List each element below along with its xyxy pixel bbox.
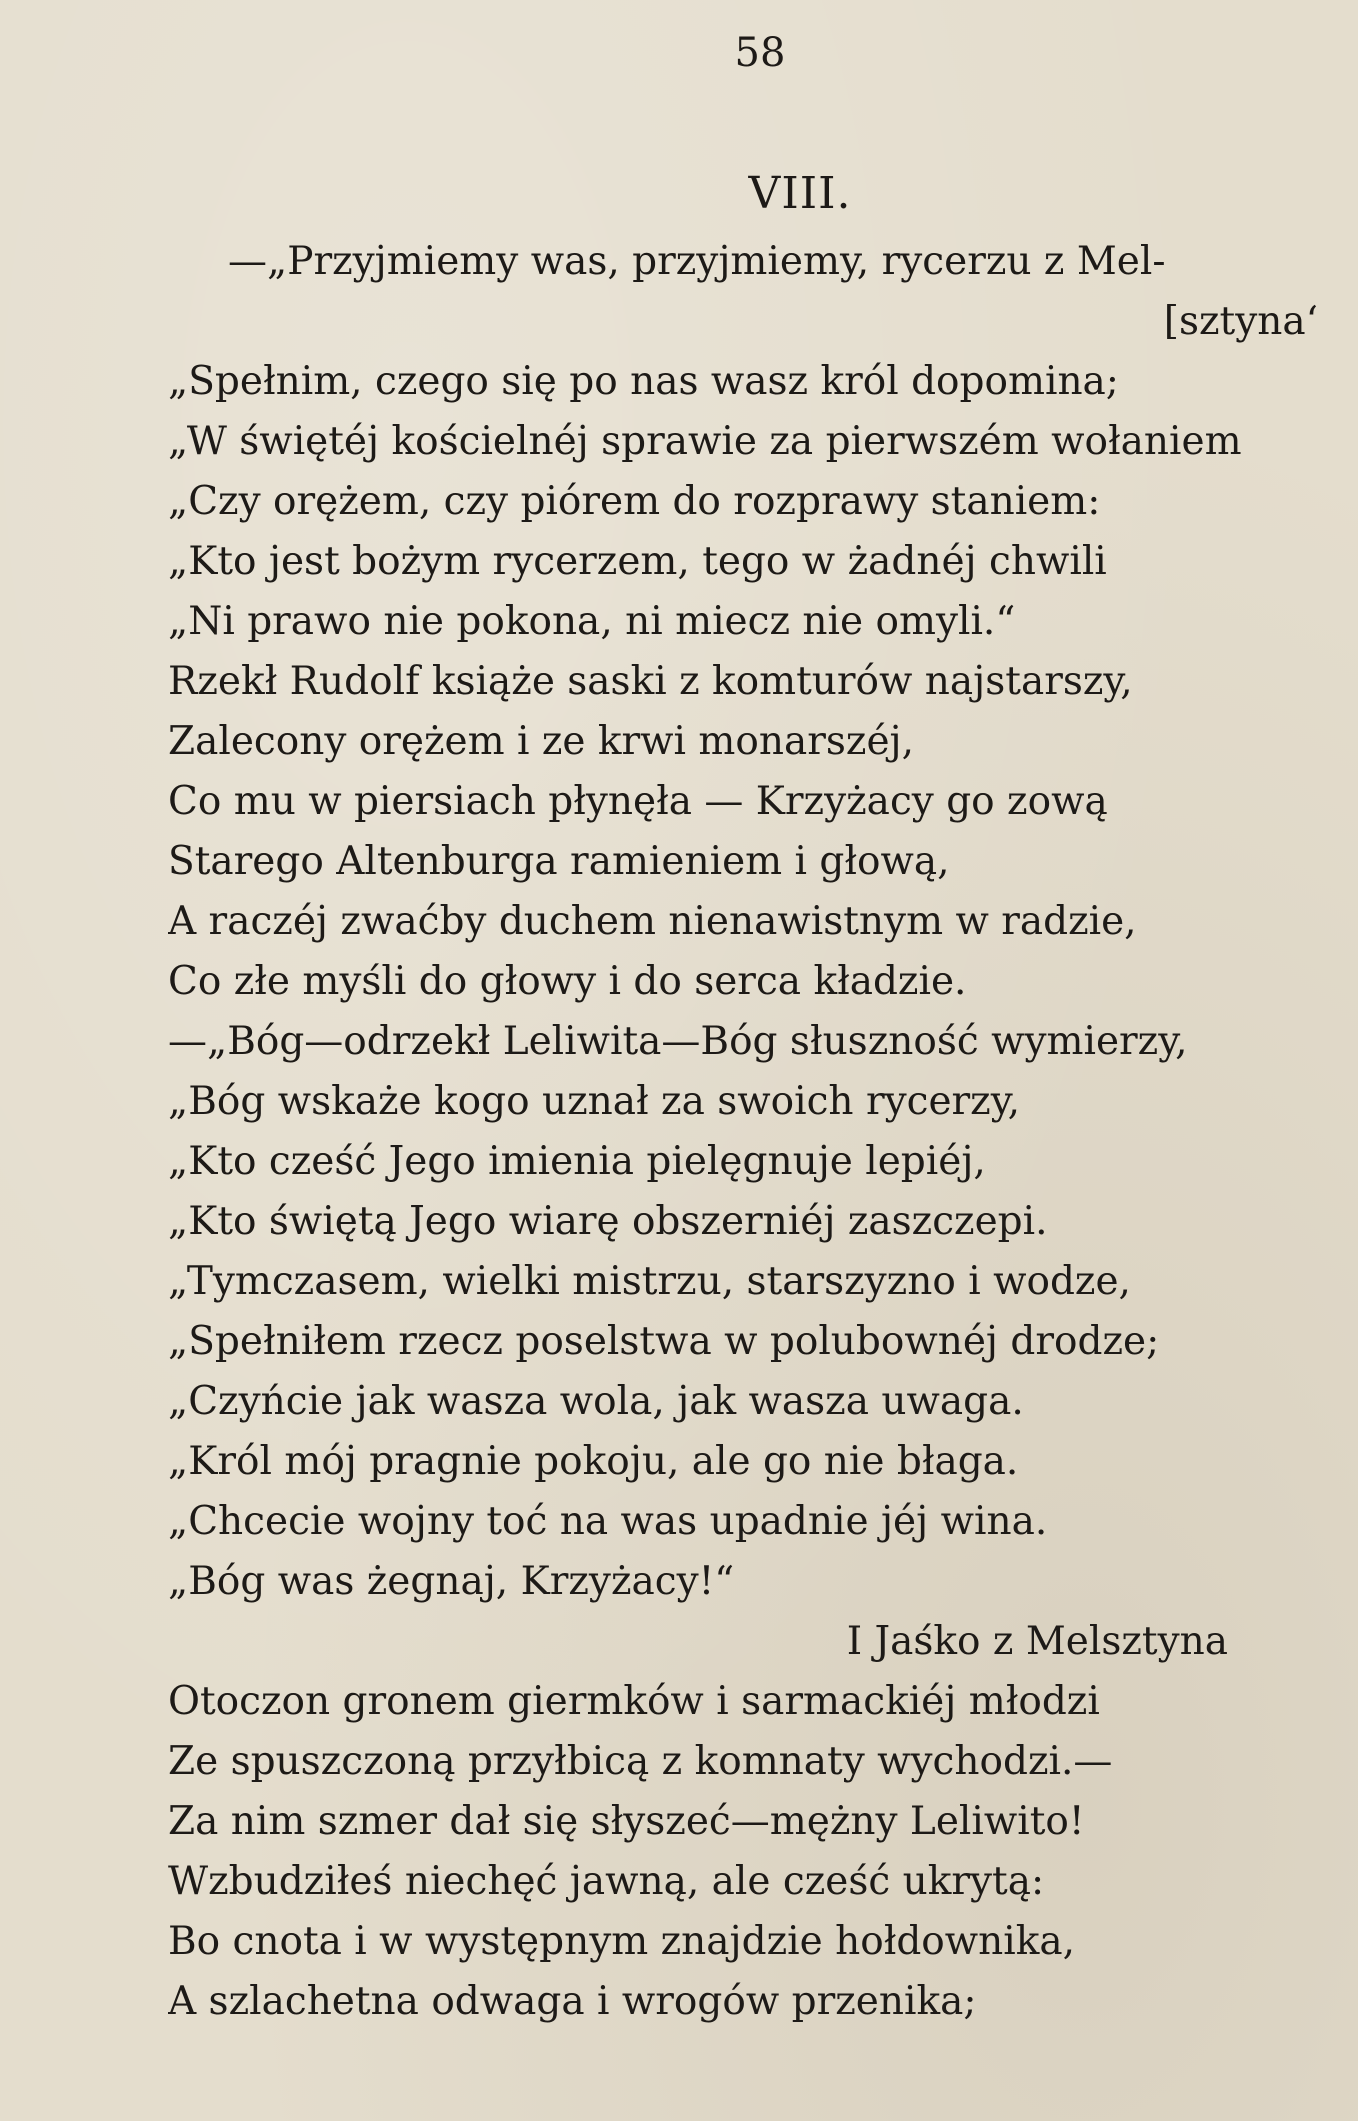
poem-text	[168, 232, 1328, 2032]
poem-line: Bo cnota i w występnym znajdzie hołdownika,	[168, 1919, 1076, 1964]
poem-line: „Kto cześć Jego imienia pielęgnuje lepiéj,	[168, 1139, 986, 1184]
poem-line: Zalecony orężem i ze krwi monarszéj,	[168, 719, 915, 764]
poem-line: Za nim szmer dał się słyszeć—mężny Leliwito!	[168, 1799, 1085, 1844]
poem-line: [sztyna‘	[1163, 299, 1318, 344]
poem-line: A szlachetna odwaga i wrogów przenika;	[168, 1979, 977, 2024]
poem-line: —„Przyjmiemy was, przyjmiemy, rycerzu z Mel-	[228, 239, 1166, 284]
poem-line: „Spełniłem rzecz poselstwa w polubownéj drodze;	[168, 1319, 1160, 1364]
poem-line: Otoczon gronem giermków i sarmackiéj młodzi	[168, 1679, 1100, 1724]
poem-line: „Kto świętą Jego wiarę obszerniéj zaszczepi.	[168, 1199, 1048, 1244]
poem-line: A raczéj zwaćby duchem nienawistnym w radzie,	[168, 899, 1137, 944]
poem-line: „Chcecie wojny toć na was upadnie jéj wina.	[168, 1499, 1048, 1544]
poem-line: „Król mój pragnie pokoju, ale go nie błaga.	[168, 1439, 1019, 1484]
chapter-heading: VIII.	[748, 168, 852, 219]
poem-line: Ze spuszczoną przyłbicą z komnaty wychodzi.—	[168, 1739, 1113, 1784]
poem-line: „Spełnim, czego się po nas wasz król dopomina;	[168, 359, 1119, 404]
poem-line: Co złe myśli do głowy i do serca kładzie.	[168, 959, 967, 1004]
poem-line: „Bóg wskaże kogo uznał za swoich rycerzy,	[168, 1079, 1020, 1124]
poem-line: „Kto jest bożym rycerzem, tego w żadnéj chwili	[168, 539, 1107, 584]
poem-line: —„Bóg—odrzekł Leliwita—Bóg słuszność wymierzy,	[168, 1019, 1188, 1064]
poem-line: „Czyńcie jak wasza wola, jak wasza uwaga.	[168, 1379, 1024, 1424]
poem-line: „Bóg was żegnaj, Krzyżacy!“	[168, 1559, 735, 1604]
poem-line: Rzekł Rudolf książe saski z komturów najstarszy,	[168, 659, 1133, 704]
poem-line: „W świętéj kościelnéj sprawie za pierwszém wołaniem	[168, 419, 1242, 464]
poem-line: „Tymczasem, wielki mistrzu, starszyzno i wodze,	[168, 1259, 1131, 1304]
page-number: 58	[734, 30, 786, 76]
poem-line: „Czy orężem, czy piórem do rozprawy staniem:	[168, 479, 1101, 524]
poem-line: Starego Altenburga ramieniem i głową,	[168, 839, 950, 884]
poem-line: Wzbudziłeś niechęć jawną, ale cześć ukrytą:	[168, 1859, 1045, 1904]
poem-line: Co mu w piersiach płynęła — Krzyżacy go zową	[168, 779, 1108, 824]
poem-line: „Ni prawo nie pokona, ni miecz nie omyli.“	[168, 599, 1016, 644]
poem-line: I Jaśko z Melsztyna	[846, 1619, 1228, 1664]
